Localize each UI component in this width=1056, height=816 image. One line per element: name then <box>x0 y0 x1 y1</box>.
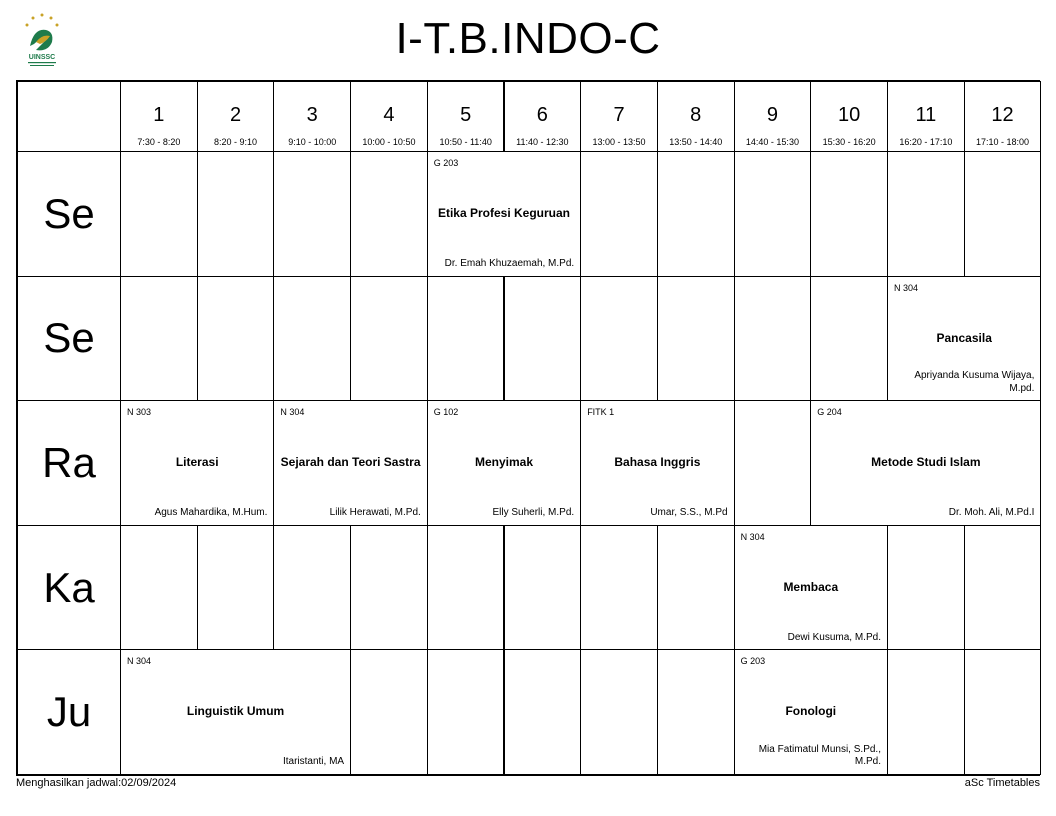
lesson-block[interactable] <box>580 400 734 526</box>
period-header <box>887 81 965 152</box>
day-label: Se <box>17 151 121 277</box>
period-header <box>120 81 198 152</box>
lesson-room: G 204 <box>817 407 842 418</box>
lesson-room: FITK 1 <box>587 407 615 418</box>
period-time: 10:00 - 10:50 <box>362 137 416 147</box>
period-time: 11:40 - 12:30 <box>516 137 569 147</box>
lesson-room: G 203 <box>433 158 459 168</box>
lesson-block[interactable] <box>734 649 888 775</box>
empty-slot[interactable] <box>273 525 351 651</box>
lesson-block[interactable] <box>427 151 581 277</box>
empty-slot[interactable] <box>657 649 735 775</box>
lesson-subject: Fonologi <box>785 704 837 719</box>
logo-text: UINSSC <box>28 54 56 61</box>
lesson-block[interactable] <box>120 400 274 526</box>
empty-slot[interactable] <box>964 649 1042 775</box>
lesson-teacher: Mia Fatimatul Munsi, S.Pd., M.Pd. <box>758 743 881 768</box>
lesson-subject: Metode Studi Islam <box>871 455 981 470</box>
lesson-block[interactable] <box>427 400 581 526</box>
period-header <box>657 81 735 152</box>
lesson-block[interactable] <box>887 276 1041 402</box>
empty-slot[interactable] <box>197 151 275 277</box>
lesson-teacher: Itaristanti, MA <box>282 756 345 768</box>
lesson-block[interactable] <box>120 649 351 775</box>
period-time: 16:20 - 17:10 <box>899 137 953 147</box>
empty-slot[interactable] <box>504 276 582 402</box>
lesson-room: N 304 <box>127 656 152 667</box>
lesson-subject: Etika Profesi Keguruan <box>437 206 571 220</box>
period-time: 10:50 - 11:40 <box>439 137 492 147</box>
lesson-subject: Pancasila <box>936 330 992 345</box>
period-number: 8 <box>690 104 702 126</box>
period-time: 17:10 - 18:00 <box>976 137 1030 147</box>
page-title: I-T.B.INDO-C <box>395 14 661 63</box>
period-time: 8:20 - 9:10 <box>214 137 258 147</box>
period-number: 12 <box>991 104 1014 126</box>
empty-slot[interactable] <box>197 276 275 402</box>
empty-slot[interactable] <box>887 649 965 775</box>
day-label: Ra <box>17 400 121 526</box>
period-number: 7 <box>613 104 625 126</box>
empty-slot[interactable] <box>734 276 812 402</box>
period-number: 6 <box>536 104 548 126</box>
empty-slot[interactable] <box>580 151 658 277</box>
empty-slot[interactable] <box>657 276 735 402</box>
period-header <box>350 81 428 152</box>
period-number: 3 <box>306 104 318 126</box>
empty-slot[interactable] <box>427 649 505 775</box>
lesson-subject: Membaca <box>783 579 839 594</box>
period-number: 1 <box>153 104 165 126</box>
empty-slot[interactable] <box>887 151 965 277</box>
day-label: Se <box>17 276 121 402</box>
empty-slot[interactable] <box>734 151 812 277</box>
period-header <box>197 81 275 152</box>
lesson-subject: Linguistik Umum <box>186 704 285 719</box>
lesson-subject: Menyimak <box>474 455 533 470</box>
empty-slot[interactable] <box>350 151 428 277</box>
corner-cell <box>17 81 121 152</box>
lesson-subject: Bahasa Inggris <box>614 455 701 470</box>
period-number: 11 <box>915 104 937 126</box>
empty-slot[interactable] <box>120 276 198 402</box>
empty-slot[interactable] <box>350 525 428 651</box>
empty-slot[interactable] <box>120 525 198 651</box>
lesson-teacher: Umar, S.S., M.Pd <box>650 507 728 519</box>
period-header <box>580 81 658 152</box>
lesson-subject: Sejarah dan Teori Sastra <box>280 455 421 470</box>
empty-slot[interactable] <box>810 151 888 277</box>
empty-slot[interactable] <box>810 276 888 402</box>
period-time: 14:40 - 15:30 <box>745 137 799 147</box>
lesson-teacher: Agus Mahardika, M.Hum. <box>154 507 268 519</box>
period-header <box>964 81 1042 152</box>
period-number: 10 <box>838 104 861 126</box>
lesson-room: G 203 <box>740 656 766 667</box>
lesson-block[interactable] <box>273 400 427 526</box>
lesson-teacher: Dr. Moh. Ali, M.Pd.I <box>948 507 1035 519</box>
empty-slot[interactable] <box>350 276 428 402</box>
period-time: 9:10 - 10:00 <box>288 137 337 147</box>
empty-slot[interactable] <box>504 525 582 651</box>
empty-slot[interactable] <box>580 649 658 775</box>
period-number: 4 <box>383 104 395 126</box>
empty-slot[interactable] <box>657 151 735 277</box>
lesson-room: N 304 <box>740 531 765 542</box>
lesson-block[interactable] <box>734 525 888 651</box>
empty-slot[interactable] <box>580 525 658 651</box>
empty-slot[interactable] <box>427 525 505 651</box>
empty-slot[interactable] <box>887 525 965 651</box>
period-header <box>734 81 812 152</box>
empty-slot[interactable] <box>964 151 1042 277</box>
period-number: 5 <box>460 104 472 126</box>
period-header <box>427 81 505 152</box>
period-time: 13:50 - 14:40 <box>669 137 723 147</box>
period-header <box>273 81 351 152</box>
lesson-teacher: Lilik Herawati, M.Pd. <box>329 507 421 519</box>
timetable-grid <box>16 80 1040 776</box>
empty-slot[interactable] <box>964 525 1042 651</box>
period-header <box>504 81 582 152</box>
lesson-subject: Literasi <box>175 455 219 470</box>
empty-slot[interactable] <box>734 400 812 526</box>
empty-slot[interactable] <box>427 276 505 402</box>
footer-brand: aSc Timetables <box>964 777 1040 789</box>
period-number: 9 <box>766 104 778 126</box>
empty-slot[interactable] <box>273 151 351 277</box>
period-header <box>810 81 888 152</box>
empty-slot[interactable] <box>197 525 275 651</box>
lesson-room: G 102 <box>433 407 459 418</box>
lesson-teacher: Elly Suherli, M.Pd. <box>492 507 575 519</box>
lesson-room: N 304 <box>280 407 305 418</box>
lesson-teacher: Dewi Kusuma, M.Pd. <box>787 631 881 643</box>
generated-date: Menghasilkan jadwal:02/09/2024 <box>16 777 177 789</box>
empty-slot[interactable] <box>504 649 582 775</box>
lesson-room: N 304 <box>894 282 919 293</box>
lesson-block[interactable] <box>810 400 1041 526</box>
period-time: 7:30 - 8:20 <box>137 137 181 147</box>
lesson-room: N 303 <box>127 407 152 418</box>
period-time: 15:30 - 16:20 <box>822 137 876 147</box>
empty-slot[interactable] <box>273 276 351 402</box>
day-label: Ka <box>17 525 121 651</box>
period-time: 13:00 - 13:50 <box>592 137 646 147</box>
empty-slot[interactable] <box>657 525 735 651</box>
empty-slot[interactable] <box>120 151 198 277</box>
lesson-teacher: Dr. Emah Khuzaemah, M.Pd. <box>444 258 575 270</box>
empty-slot[interactable] <box>580 276 658 402</box>
day-label: Ju <box>17 649 121 775</box>
period-number: 2 <box>229 104 242 126</box>
empty-slot[interactable] <box>350 649 428 775</box>
lesson-teacher: Apriyanda Kusuma Wijaya, M.pd. <box>914 370 1035 394</box>
